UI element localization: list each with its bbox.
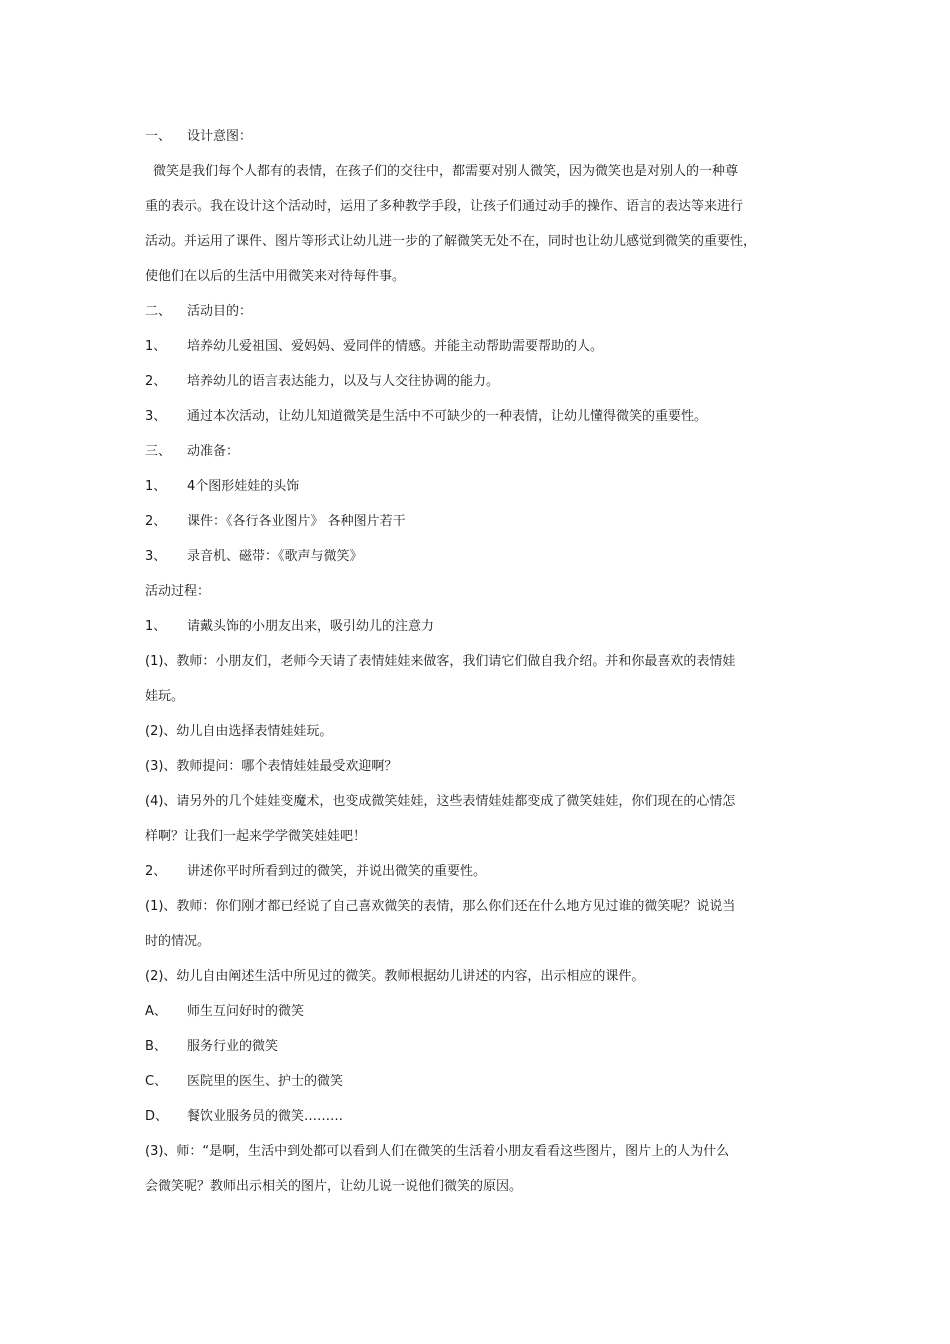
text-line xyxy=(145,854,825,889)
text-line xyxy=(145,329,825,364)
text-line xyxy=(145,714,825,749)
line-text: 微笑是我们每个人都有的表情，在孩子们的交往中，都需要对别人微笑，因为微笑也是对别人的一种尊 xyxy=(153,164,739,179)
list-number: 一、 xyxy=(145,129,172,144)
line-text: (3)、教师提问：哪个表情娃娃最受欢迎啊？ xyxy=(145,759,398,774)
text-line xyxy=(145,504,825,539)
list-number: 3、 xyxy=(145,409,167,424)
text-line xyxy=(145,749,825,784)
line-text: 时的情况。 xyxy=(145,934,211,949)
line-text: 请戴头饰的小朋友出来，吸引幼儿的注意力 xyxy=(187,619,435,634)
list-number: 2、 xyxy=(145,864,167,879)
text-line xyxy=(145,189,825,224)
line-text: 活动过程： xyxy=(145,584,211,599)
text-line xyxy=(145,609,825,644)
text-line xyxy=(145,819,825,854)
text-line xyxy=(145,889,825,924)
list-number: 1、 xyxy=(145,619,167,634)
line-text: 师生互问好时的微笑 xyxy=(187,1004,305,1019)
list-number: 2、 xyxy=(145,514,167,529)
text-line xyxy=(145,399,825,434)
line-text: 娃玩。 xyxy=(145,689,185,704)
text-line xyxy=(145,924,825,959)
line-text: 培养幼儿爱祖国、爱妈妈、爱同伴的情感。并能主动帮助需要帮助的人。 xyxy=(187,339,604,354)
text-line xyxy=(145,784,825,819)
line-text: 服务行业的微笑 xyxy=(187,1039,279,1054)
line-text: (3)、师：“是啊，生活中到处都可以看到人们在微笑的生活着小朋友看看这些图片，图片上的人为什么 xyxy=(145,1144,730,1159)
line-text: 讲述你平时所看到过的微笑，并说出微笑的重要性。 xyxy=(187,864,487,879)
list-number: 1、 xyxy=(145,339,167,354)
text-line xyxy=(145,679,825,714)
text-line xyxy=(145,994,825,1029)
line-text: 设计意图： xyxy=(187,129,253,144)
text-line xyxy=(145,469,825,504)
line-text: 餐饮业服务员的微笑……… xyxy=(187,1109,344,1124)
line-text: (1)、教师：你们刚才都已经说了自己喜欢微笑的表情，那么你们还在什么地方见过谁的微笑呢？说说当 xyxy=(145,899,736,914)
line-text: 样啊？让我们一起来学学微笑娃娃吧！ xyxy=(145,829,367,844)
list-number: 2、 xyxy=(145,374,167,389)
line-text: 4个图形娃娃的头饰 xyxy=(187,479,300,494)
text-line xyxy=(145,1099,825,1134)
list-number: 3、 xyxy=(145,549,167,564)
text-line xyxy=(145,259,825,294)
line-text: (1)、教师：小朋友们，老师今天请了表情娃娃来做客，我们请它们做自我介绍。并和你最喜欢的表情娃 xyxy=(145,654,736,669)
line-text: 会微笑呢？教师出示相关的图片，让幼儿说一说他们微笑的原因。 xyxy=(145,1179,523,1194)
list-number: 三、 xyxy=(145,444,172,459)
line-text: (2)、幼儿自由选择表情娃娃玩。 xyxy=(145,724,333,739)
text-line xyxy=(145,154,825,189)
text-line xyxy=(145,539,825,574)
line-text: 培养幼儿的语言表达能力，以及与人交往协调的能力。 xyxy=(187,374,500,389)
text-line xyxy=(145,959,825,994)
line-text: 课件：《各行各业图片》 各种图片若干 xyxy=(187,514,406,529)
list-number: C、 xyxy=(145,1074,168,1089)
text-line xyxy=(145,1029,825,1064)
line-text: 动准备： xyxy=(187,444,240,459)
text-line xyxy=(145,119,825,154)
line-text: 通过本次活动，让幼儿知道微笑是生活中不可缺少的一种表情，让幼儿懂得微笑的重要性。 xyxy=(187,409,708,424)
list-number: A、 xyxy=(145,1004,167,1019)
text-line xyxy=(145,294,825,329)
text-line xyxy=(145,364,825,399)
line-text: 使他们在以后的生活中用微笑来对待每件事。 xyxy=(145,269,406,284)
text-line xyxy=(145,1169,825,1204)
text-line xyxy=(145,434,825,469)
text-line xyxy=(145,574,825,609)
list-number: B、 xyxy=(145,1039,167,1054)
text-line xyxy=(145,1064,825,1099)
text-line xyxy=(145,644,825,679)
list-number: 二、 xyxy=(145,304,172,319)
document-body xyxy=(145,119,825,1204)
line-text: (2)、幼儿自由阐述生活中所见过的微笑。教师根据幼儿讲述的内容，出示相应的课件。 xyxy=(145,969,645,984)
line-text: 重的表示。我在设计这个活动时，运用了多种教学手段，让孩子们通过动手的操作、语言的表达等来进行 xyxy=(145,199,744,214)
line-text: 医院里的医生、护士的微笑 xyxy=(187,1074,344,1089)
line-text: 录音机、磁带：《歌声与微笑》 xyxy=(187,549,363,564)
list-number: D、 xyxy=(145,1109,169,1124)
line-text: 活动目的： xyxy=(187,304,253,319)
line-text: 活动。并运用了课件、图片等形式让幼儿进一步的了解微笑无处不在，同时也让幼儿感觉到微笑的重要性， xyxy=(145,234,757,249)
text-line xyxy=(145,1134,825,1169)
text-line xyxy=(145,224,825,259)
line-text: (4)、请另外的几个娃娃变魔术，也变成微笑娃娃，这些表情娃娃都变成了微笑娃娃，你们现在的心情怎 xyxy=(145,794,736,809)
list-number: 1、 xyxy=(145,479,167,494)
